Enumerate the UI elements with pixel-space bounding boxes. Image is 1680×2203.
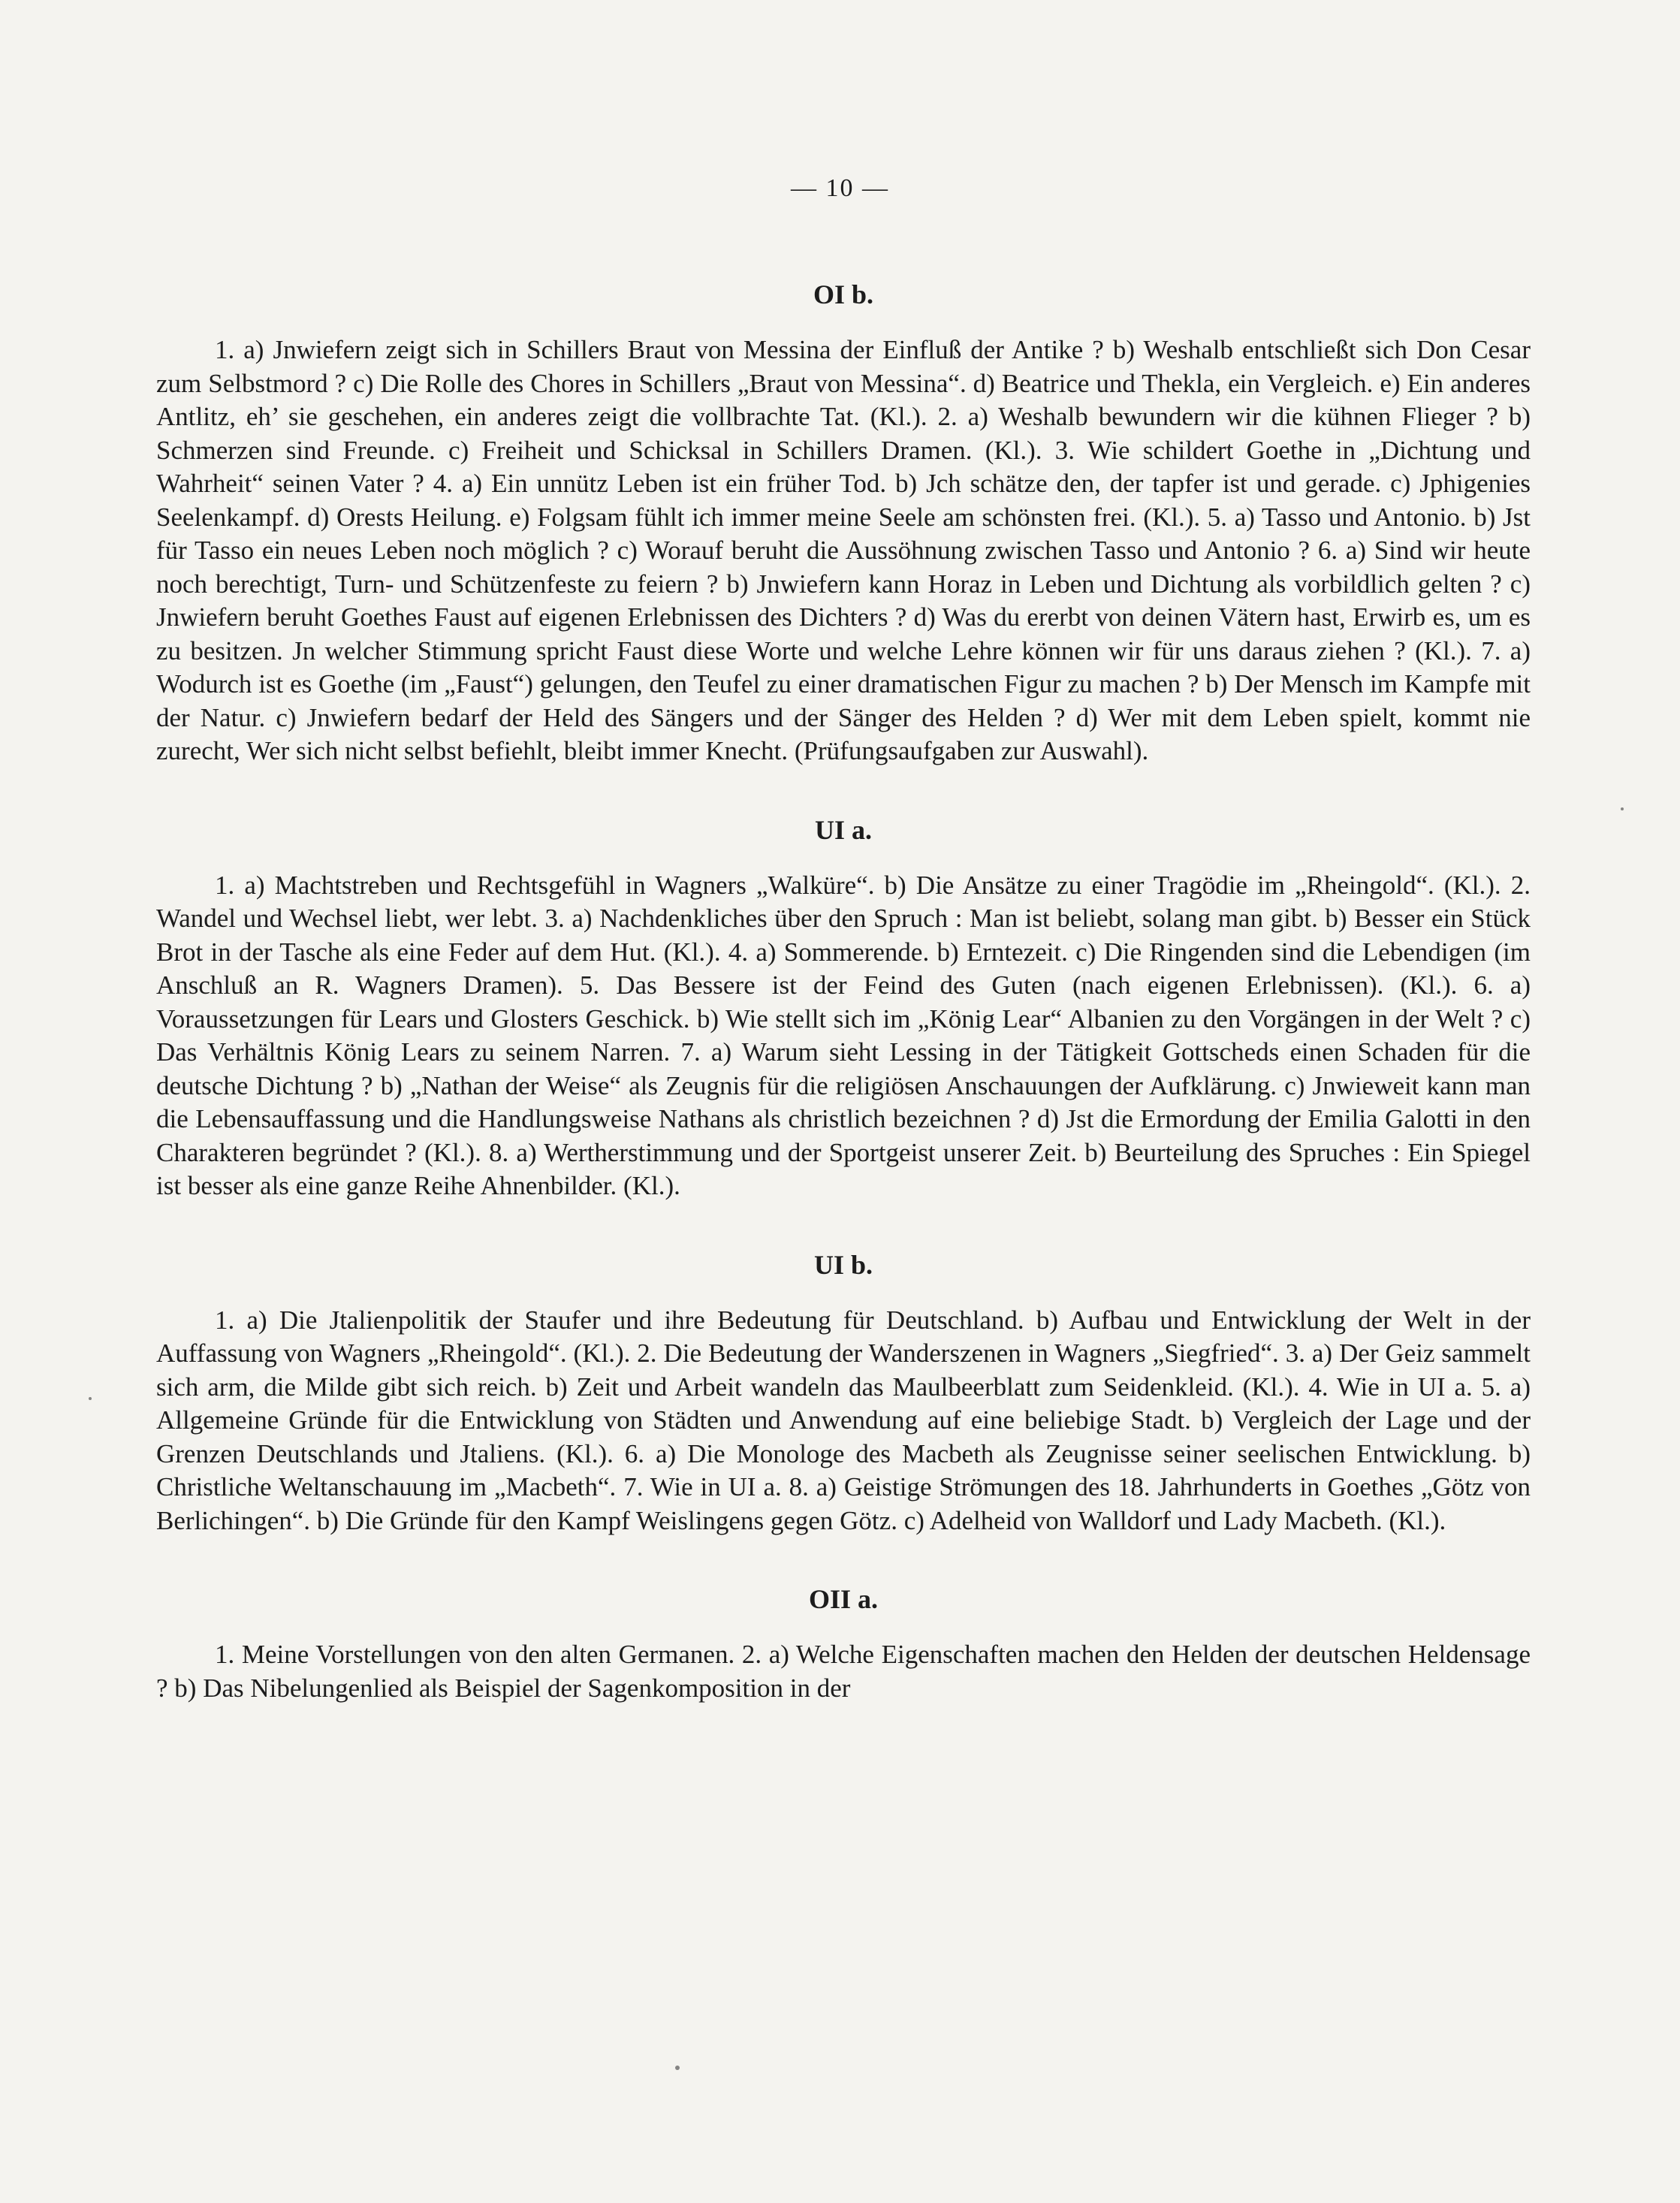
section-oib [156,278,1531,768]
paper-speck [1621,807,1624,810]
section-oiia [156,1583,1531,1705]
section-heading: OI b. [813,279,874,309]
section-uib [156,1248,1531,1538]
section-text: 1. a) Jnwiefern zeigt sich in Schillers Braut von Messina der Einfluß der Antike ? b) Weshalb entschließt sich Don Cesar zum Selbstmord ? c) Die Rolle des Chores in Schillers „Braut von Messina“. d) Beatrice und Thekla, ein Vergleich. e) Ein anderes Antlitz, eh’ sie geschehen, ein anderes zeigt die vollbrachte Tat. (Kl.). 2. a) Weshalb bewundern wir die kühnen Flieger ? b) Schmerzen sind Freunde. c) Freiheit und Schicksal in Schillers Dramen. (Kl.). 3. Wie schildert Goethe in „Dichtung und Wahrheit“ seinen Vater ? 4. a) Ein unnütz Leben ist ein früher Tod. b) Jch schätze den, der tapfer ist und gerade. c) Jphigenies Seelenkampf. d) Orests Heilung. e) Folgsam fühlt ich immer meine Seele am schönsten frei. (Kl.). 5. a) Tasso und Antonio. b) Jst für Tasso ein neues Leben noch möglich ? c) Worauf beruht die Aussöhnung zwischen Tasso und Antonio ? 6. a) Sind wir heute noch berechtigt, Turn- und Schützenfeste zu feiern ? b) Jnwiefern kann Horaz in Leben und Dichtung als vorbildlich gelten ? c) Jnwiefern beruht Goethes Faust auf eigenen Erlebnissen des Dichters ? d) Was du ererbt von deinen Vätern hast, Erwirb es, um es zu besitzen. Jn welcher Stimmung spricht Faust diese Worte und welche Lehre können wir für uns daraus ziehen ? (Kl.). 7. a) Wodurch ist es Goethe (im „Faust“) gelungen, den Teufel zu einer dramatischen Figur zu machen ? b) Der Mensch im Kampfe mit der Natur. c) Jnwiefern bedarf der Held des Sängers und der Sänger des Helden ? d) Wer mit dem Leben spielt, kommt nie zurecht, Wer sich nicht selbst befiehlt, bleibt immer Knecht. (Prüfungsaufgaben zur Auswahl). [156,335,1531,765]
section-uia [156,813,1531,1203]
section-heading: UI b. [813,1249,873,1280]
section-heading: UI a. [814,814,872,845]
section-heading: OII a. [808,1584,879,1614]
paper-speck [675,2066,680,2070]
section-text: 1. Meine Vorstellungen von den alten Germanen. 2. a) Welche Eigenschaften machen den Helden der deutschen Heldensage ? b) Das Nibelungenlied als Beispiel der Sagenkomposition in der [156,1640,1531,1703]
paper-speck [89,1397,92,1400]
section-text: 1. a) Machtstreben und Rechtsgefühl in Wagners „Walküre“. b) Die Ansätze zu einer Tragödie im „Rheingold“. (Kl.). 2. Wandel und Wechsel liebt, wer lebt. 3. a) Nachdenkliches über den Spruch : Man ist beliebt, solang man gibt. b) Besser ein Stück Brot in der Tasche als eine Feder auf dem Hut. (Kl.). 4. a) Sommerende. b) Erntezeit. c) Die Ringenden sind die Lebendigen (im Anschluß an R. Wagners Dramen). 5. Das Bessere ist der Feind des Guten (nach eigenen Erlebnissen). (Kl.). 6. a) Voraussetzungen für Lears und Glosters Geschick. b) Wie stellt sich im „König Lear“ Albanien zu den Vorgängen in der Welt ? c) Das Verhältnis König Lears zu seinem Narren. 7. a) Warum sieht Lessing in der Tätigkeit Gottscheds einen Schaden für die deutsche Dichtung ? b) „Nathan der Weise“ als Zeugnis für die religiösen Anschauungen der Aufklärung. c) Jnwieweit kann man die Lebensauffassung und die Handlungsweise Nathans als christlich bezeichnen ? d) Jst die Ermordung der Emilia Galotti in den Charakteren begründet ? (Kl.). 8. a) Wertherstimmung und der Sportgeist unserer Zeit. b) Beurteilung des Spruches : Ein Spiegel ist besser als eine ganze Reihe Ahnenbilder. (Kl.). [156,870,1531,1200]
page-number: — 10 — [791,174,889,202]
section-text: 1. a) Die Jtalienpolitik der Staufer und ihre Bedeutung für Deutschland. b) Aufbau und Entwicklung der Welt in der Auffassung von Wagners „Rheingold“. (Kl.). 2. Die Bedeutung der Wanderszenen in Wagners „Siegfried“. 3. a) Der Geiz sammelt sich arm, die Milde gibt sich reich. b) Zeit und Arbeit wandeln das Maulbeerblatt zum Seidenkleid. (Kl.). 4. Wie in UI a. 5. a) Allgemeine Gründe für die Entwicklung von Städten und Anwendung auf eine beliebige Stadt. b) Vergleich der Lage und der Grenzen Deutschlands und Jtaliens. (Kl.). 6. a) Die Monologe des Macbeth als Zeugnisse seiner seelischen Entwicklung. b) Christliche Weltanschauung im „Macbeth“. 7. Wie in UI a. 8. a) Geistige Strömungen des 18. Jahrhunderts in Goethes „Götz von Berlichingen“. b) Die Gründe für den Kampf Weislingens gegen Götz. c) Adelheid von Walldorf und Lady Macbeth. (Kl.). [156,1305,1531,1535]
page-content [156,278,1531,1705]
